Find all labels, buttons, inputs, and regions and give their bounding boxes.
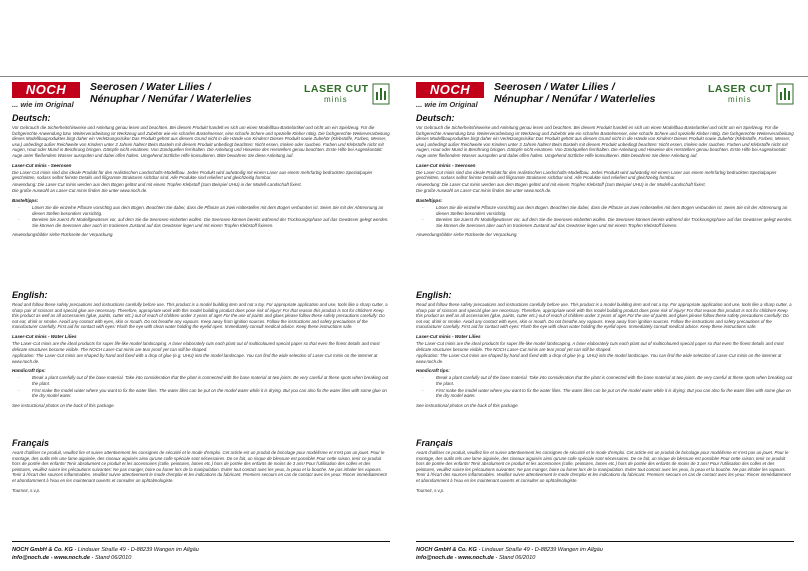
- french-note: Tournez, s.v.p.: [416, 487, 445, 493]
- german-tips-list: [12, 205, 390, 228]
- title-line-1: Seerosen / Water Lilies /: [494, 81, 615, 93]
- french-safety-intro: Avant d'utiliser ce produit, veuillez lire et suivre attentivement les consignes de sécurité et le mode d'emploi. Cet article est un produit de bricolage pour modélisme et n'est pas un jouet. Pour le montage, des outils tels une lame aiguisée, des ciseaux aiguisés ainsi qu'une colle spéciale sont nécessaires. De ce fait, un risque de blessure est possible! Pour cette raison, tenir ce produit hors de portée des enfants! Tenir absolument ce produit et les accessoires (colle, peintures, lames etc.) hors de portée des enfants de moins de 3 ans! Pour l'utilisation des colles et des peintures, veuillez suivre les précautions suivantes: Ne pas manger, boire ou fumer lors de la manipulation. Eviter tout contact avec les yeux, la peau et la bouche. Ne pas inhaler les vapeurs. Tenir à l'écart des sources inflammables. Veuillez suivre attentivement le mode d'emploi et les indications du fabricant. Premiers secours en cas de contact avec les yeux: Rincer immédiatement et abondamment à l'eau en les maintenant ouverts et consulter un ophtalmologiste.: [416, 450, 791, 483]
- heading-german: Deutsch:: [12, 113, 51, 123]
- laser-cut-minis-logo: [708, 83, 794, 105]
- english-safety-intro: Read and follow these safety precautions and instructions carefully before use. This product is a model building item and not a toy. For appropriate application and use, tools like a sharp cutter, a sharp pair of scissors and special glue are necessary. Therefore, appropriate work with this model building product does pose risk of injury! For that reason this product is not for children! Keep this product as well as all accessories (glue, paints, cutter etc.) out of reach of children under 3 years of age! For the use of paints and glues please follow these safety precautions carefully: Do not eat, drink or smoke. Avoid any contact with eyes, skin or mouth. Do not breathe any vapours. Keep away from ignition sources. Follow the instructions and safety precautions of the manufacturer carefully. First aid for contact with eyes: Flush the eye with clean water holding the eyelid open. Immediately consult medical advice. Keep these instructions safe.: [416, 302, 792, 330]
- footer-address: NOCH GmbH & Co. KG - Lindauer Straße 49 - D-88239 Wangen im Allgäu: [416, 547, 603, 553]
- list-item: - First make the model water where you want to fix the water lilies. The water lilies can be put on the model water while it is drying. But you can also fix the water lilies with some glue on the dry model water.: [18, 387, 387, 399]
- noch-logo: NOCH: [416, 82, 484, 98]
- english-product-desc: The Laser-Cut minis are the ideal products for super life-like model landscaping. A laser elaborately cuts each plant out of multicoloured special paper so that even the finest details and most delicate structures become visible. The NOCH Laser-Cut minis are tear proof yet can still be shaped.: [416, 340, 784, 352]
- footer-contact: info@noch.de - www.noch.de - Stand 06/2010: [12, 555, 132, 561]
- list-item: - Break a plant carefully out of the base material. Take into consideration that the plant is connected with the base material at two joints. Be very careful at these spots when breaking out the plant.: [422, 375, 793, 386]
- footer-address: NOCH GmbH & Co. KG - Lindauer Straße 49 - D-88239 Wangen im Allgäu: [12, 547, 199, 553]
- french-safety-intro: Avant d'utiliser ce produit, veuillez lire et suivre attentivement les consignes de sécurité et le mode d'emploi. Cet article est un produit de bricolage pour modélisme et n'est pas un jouet. Pour le montage, des outils tels une lame aiguisée, des ciseaux aiguisés ainsi qu'une colle spéciale sont nécessaires. De ce fait, un risque de blessure est possible! Pour cette raison, tenir ce produit hors de portée des enfants! Tenir absolument ce produit et les accessoires (colle, peintures, lames etc.) hors de portée des enfants de moins de 3 ans! Pour l'utilisation des colles et des peintures, veuillez suivre les précautions suivantes: Ne pas manger, boire ou fumer lors de la manipulation. Eviter tout contact avec les yeux, la peau et la bouche. Ne pas inhaler les vapeurs. Tenir à l'écart des sources inflammables. Veuillez suivre attentivement le mode d'emploi et les indications du fabricant. Premiers secours en cas de contact avec les yeux: Rincer immédiatement et abondamment à l'eau en les maintenant ouverts et consulter un ophtalmologiste.: [12, 450, 387, 483]
- english-application: Application: The Laser-Cut minis are shaped by hand and fixed with a drop of glue (e.g. UHU) into the model landscape. You can find the wide selection of Laser-Cut minis on the internet at www.noch.de.: [12, 353, 378, 364]
- leaf-icon: [776, 83, 794, 105]
- product-title: [90, 82, 290, 105]
- german-selection: Die große Auswahl an Laser-Cut minis finden Sie unter www.noch.de.: [416, 188, 552, 194]
- page-right: [404, 0, 808, 571]
- section-german: [416, 113, 794, 242]
- laser-cut-minis-logo: [304, 83, 390, 105]
- section-french: [416, 438, 794, 497]
- section-german: [12, 113, 390, 242]
- german-application: Anwendung: Die Laser-Cut minis werden aus dem Bogen gelöst und mit einem Tropfen Klebstoff (zum Beispiel UHU) in der Modell-Landschaft fixiert.: [416, 181, 706, 187]
- german-subheading-tips: Basteltipps:: [416, 197, 443, 203]
- german-product-desc: Die Laser-Cut minis sind das ideale Produkt für den realistischen Landschafts-Modellbau. Jedes Produkt wird aufwändig mit einem Laser aus einem mehrfarbig bedruckten Spezialpapier geschnitten, sodass selbst feinste Details und filigranste Strukturen sichtbar sind. Alle Produkte sind reliefiert und gleichzeitig formbar.: [12, 169, 373, 181]
- list-item: - Break a plant carefully out of the base material. Take into consideration that the plant is connected with the base material at two joints. Be very careful at these spots when breaking out the plant.: [18, 375, 389, 386]
- german-tips-list: [416, 205, 794, 228]
- german-subheading-product: Laser-Cut minis - Seerosen: [12, 162, 72, 168]
- footer-contact: info@noch.de - www.noch.de - Stand 06/2010: [416, 555, 536, 561]
- section-english: [12, 290, 390, 412]
- english-subheading-product: Laser-Cut minis - Water Lilies: [416, 333, 481, 339]
- title-line-1: Seerosen / Water Lilies /: [90, 81, 211, 93]
- english-tips-list: [416, 375, 794, 398]
- heading-french: Français: [416, 438, 454, 448]
- page-header: [404, 0, 808, 108]
- english-tips-list: [12, 375, 390, 398]
- french-note: Tournez, s.v.p.: [12, 487, 41, 493]
- german-subheading-tips: Basteltipps:: [12, 197, 39, 203]
- german-product-desc: Die Laser-Cut minis sind das ideale Produkt für den realistischen Landschafts-Modellbau. Jedes Produkt wird aufwändig mit einem Laser aus einem mehrfarbig bedruckten Spezialpapier geschnitten, sodass selbst feinste Details und filigranste Strukturen sichtbar sind. Alle Produkte sind reliefiert und gleichzeitig formbar.: [416, 169, 777, 181]
- german-footer-note: Anwendungsbilder siehe Rückseite der Verpackung.: [416, 232, 518, 238]
- section-english: [416, 290, 794, 412]
- leaf-icon: [372, 83, 390, 105]
- page-footer: [416, 546, 794, 562]
- english-safety-intro: Read and follow these safety precautions and instructions carefully before use. This product is a model building item and not a toy. For appropriate application and use, tools like a sharp cutter, a sharp pair of scissors and special glue are necessary. Therefore, appropriate work with this model building product does pose risk of injury! For that reason this product is not for children! Keep this product as well as all accessories (glue, paints, cutter etc.) out of reach of children under 3 years of age! For the use of paints and glues please follow these safety precautions carefully: Do not eat, drink or smoke. Avoid any contact with eyes, skin or mouth. Do not breathe any vapours. Keep away from ignition sources. Follow the instructions and safety precautions of the manufacturer carefully. First aid for contact with eyes: Flush the eye with clean water holding the eyelid open. Immediately consult medical advice. Keep these instructions safe.: [12, 302, 388, 330]
- minis-text: minis: [324, 95, 348, 104]
- noch-tagline: ... wie im Original: [12, 100, 74, 109]
- list-item: - Bereiten Sie zuerst Ihr Modellgewässer vor, auf dem Sie die Seerosen einbetten wollen. Die Seerosen können bereits während der Trocknungsphase auf das Gewässer gelegt werden. Sie können die Seerosen aber auch im trockenen Zustand auf das Gewässer legen und mit einem Tropfen Klebstoff fixieren.: [422, 217, 793, 228]
- title-line-2: Nénuphar / Nenúfar / Waterlelies: [494, 92, 656, 105]
- footer-divider: [12, 541, 390, 542]
- english-footer-note: See instructional photos on the back of this package.: [12, 402, 115, 408]
- product-title: [494, 82, 694, 105]
- page-footer: [12, 546, 390, 562]
- heading-english: English:: [12, 290, 48, 300]
- page-header: [0, 0, 404, 108]
- german-subheading-product: Laser-Cut minis - Seerosen: [416, 162, 476, 168]
- heading-french: Français: [12, 438, 50, 448]
- title-line-2: Nénuphar / Nenúfar / Waterlelies: [90, 92, 252, 105]
- english-subheading-tips: Handicraft tips:: [416, 368, 450, 374]
- german-footer-note: Anwendungsbilder siehe Rückseite der Verpackung.: [12, 232, 114, 238]
- heading-english: English:: [416, 290, 452, 300]
- english-application: Application: The Laser-Cut minis are shaped by hand and fixed with a drop of glue (e.g. UHU) into the model landscape. You can find the wide selection of Laser-Cut minis on the internet at www.noch.de.: [416, 353, 782, 364]
- section-french: [12, 438, 390, 497]
- german-selection: Die große Auswahl an Laser-Cut minis finden Sie unter www.noch.de.: [12, 188, 148, 194]
- laser-cut-text: LASER CUT: [304, 83, 369, 95]
- noch-logo: NOCH: [12, 82, 80, 98]
- footer-divider: [416, 541, 794, 542]
- header-divider: [404, 76, 808, 77]
- heading-german: Deutsch:: [416, 113, 455, 123]
- german-safety-intro: Vor Gebrauch die Sicherheitshinweise und Anleitung genau lesen und beachten. Bei diesem Produkt handelt es sich um einen Modellbau-Bastelartikel und nicht um ein Spielzeug. Für die fachgerechte Anwendung bzw. Weiterverarbeitung ist Werkzeug und Zubehör wie ein scharfes Bastelmesser, eine scharfe Schere und spezielle Kleber nötig. Die fachgerechte Weiterverarbeitung dieses Modellbauproduktes birgt daher ein Verletzungsrisiko! Das Produkt gehört aus diesem Grund nicht in die Hände von Kindern! Dieses Produkt sowie Zubehör (Klebstoffe, Farben, Messer, usw.) unbedingt außer Reichweite von Kindern unter 3 Jahren halten! Beim Basteln mit diesem Produkt unbedingt beachten: Nicht essen, trinken oder rauchen. Farben und Klebstoffe nicht mit Augen, Haut oder Mund in Berührung bringen. Dämpfe nicht einatmen. Von Zündquellen fernhalten. Die Anleitung und Hinweise des Herstellers genau beachten. Erste Hilfe bei Augenkontakt: Auge unter fließendem Wasser ausspülen und dabei offen halten. Umgehend ärztliche Hilfe konsultieren. Bitte bewahren Sie diese Anleitung auf.: [416, 125, 794, 158]
- english-footer-note: See instructional photos on the back of this package.: [416, 402, 519, 408]
- german-safety-intro: Vor Gebrauch die Sicherheitshinweise und Anleitung genau lesen und beachten. Bei diesem Produkt handelt es sich um einen Modellbau-Bastelartikel und nicht um ein Spielzeug. Für die fachgerechte Anwendung bzw. Weiterverarbeitung ist Werkzeug und Zubehör wie ein scharfes Bastelmesser, eine scharfe Schere und spezielle Kleber nötig. Die fachgerechte Weiterverarbeitung dieses Modellbauproduktes birgt daher ein Verletzungsrisiko! Das Produkt gehört aus diesem Grund nicht in die Hände von Kindern! Dieses Produkt sowie Zubehör (Klebstoffe, Farben, Messer, usw.) unbedingt außer Reichweite von Kindern unter 3 Jahren halten! Beim Basteln mit diesem Produkt unbedingt beachten: Nicht essen, trinken oder rauchen. Farben und Klebstoffe nicht mit Augen, Haut oder Mund in Berührung bringen. Dämpfe nicht einatmen. Von Zündquellen fernhalten. Die Anleitung und Hinweise des Herstellers genau beachten. Erste Hilfe bei Augenkontakt: Auge unter fließendem Wasser ausspülen und dabei offen halten. Umgehend ärztliche Hilfe konsultieren. Bitte bewahren Sie diese Anleitung auf.: [12, 125, 390, 158]
- laser-cut-text: LASER CUT: [708, 83, 773, 95]
- english-subheading-tips: Handicraft tips:: [12, 368, 46, 374]
- english-subheading-product: Laser-Cut minis - Water Lilies: [12, 333, 77, 339]
- minis-text: minis: [728, 95, 752, 104]
- german-application: Anwendung: Die Laser-Cut minis werden aus dem Bogen gelöst und mit einem Tropfen Klebstoff (zum Beispiel UHU) in der Modell-Landschaft fixiert.: [12, 181, 302, 187]
- list-item: - First make the model water where you want to fix the water lilies. The water lilies can be put on the model water while it is drying. But you can also fix the water lilies with some glue on the dry model water.: [422, 387, 791, 399]
- noch-tagline: ... wie im Original: [416, 100, 478, 109]
- list-item: - Lösen Sie die einzelne Pflanze vorsichtig aus dem Bogen. Beachten Sie dabei, dass die Pflanze an zwei Haltestellen mit dem Bogen verbunden ist. Seien Sie mit der Abtrennung an diesen Stellen besonders vorsichtig.: [18, 204, 384, 216]
- list-item: - Lösen Sie die einzelne Pflanze vorsichtig aus dem Bogen. Beachten Sie dabei, dass die Pflanze an zwei Haltestellen mit dem Bogen verbunden ist. Seien Sie mit der Abtrennung an diesen Stellen besonders vorsichtig.: [422, 204, 788, 216]
- english-product-desc: The Laser-Cut minis are the ideal products for super life-like model landscaping. A laser elaborately cuts each plant out of multicoloured special paper so that even the finest details and most delicate structures become visible. The NOCH Laser-Cut minis are tear proof yet can still be shaped.: [12, 340, 380, 352]
- list-item: - Bereiten Sie zuerst Ihr Modellgewässer vor, auf dem Sie die Seerosen einbetten wollen. Die Seerosen können bereits während der Trocknungsphase auf das Gewässer gelegt werden. Sie können die Seerosen aber auch im trockenen Zustand auf das Gewässer legen und mit einem Tropfen Klebstoff fixieren.: [18, 217, 389, 228]
- header-divider: [0, 76, 404, 77]
